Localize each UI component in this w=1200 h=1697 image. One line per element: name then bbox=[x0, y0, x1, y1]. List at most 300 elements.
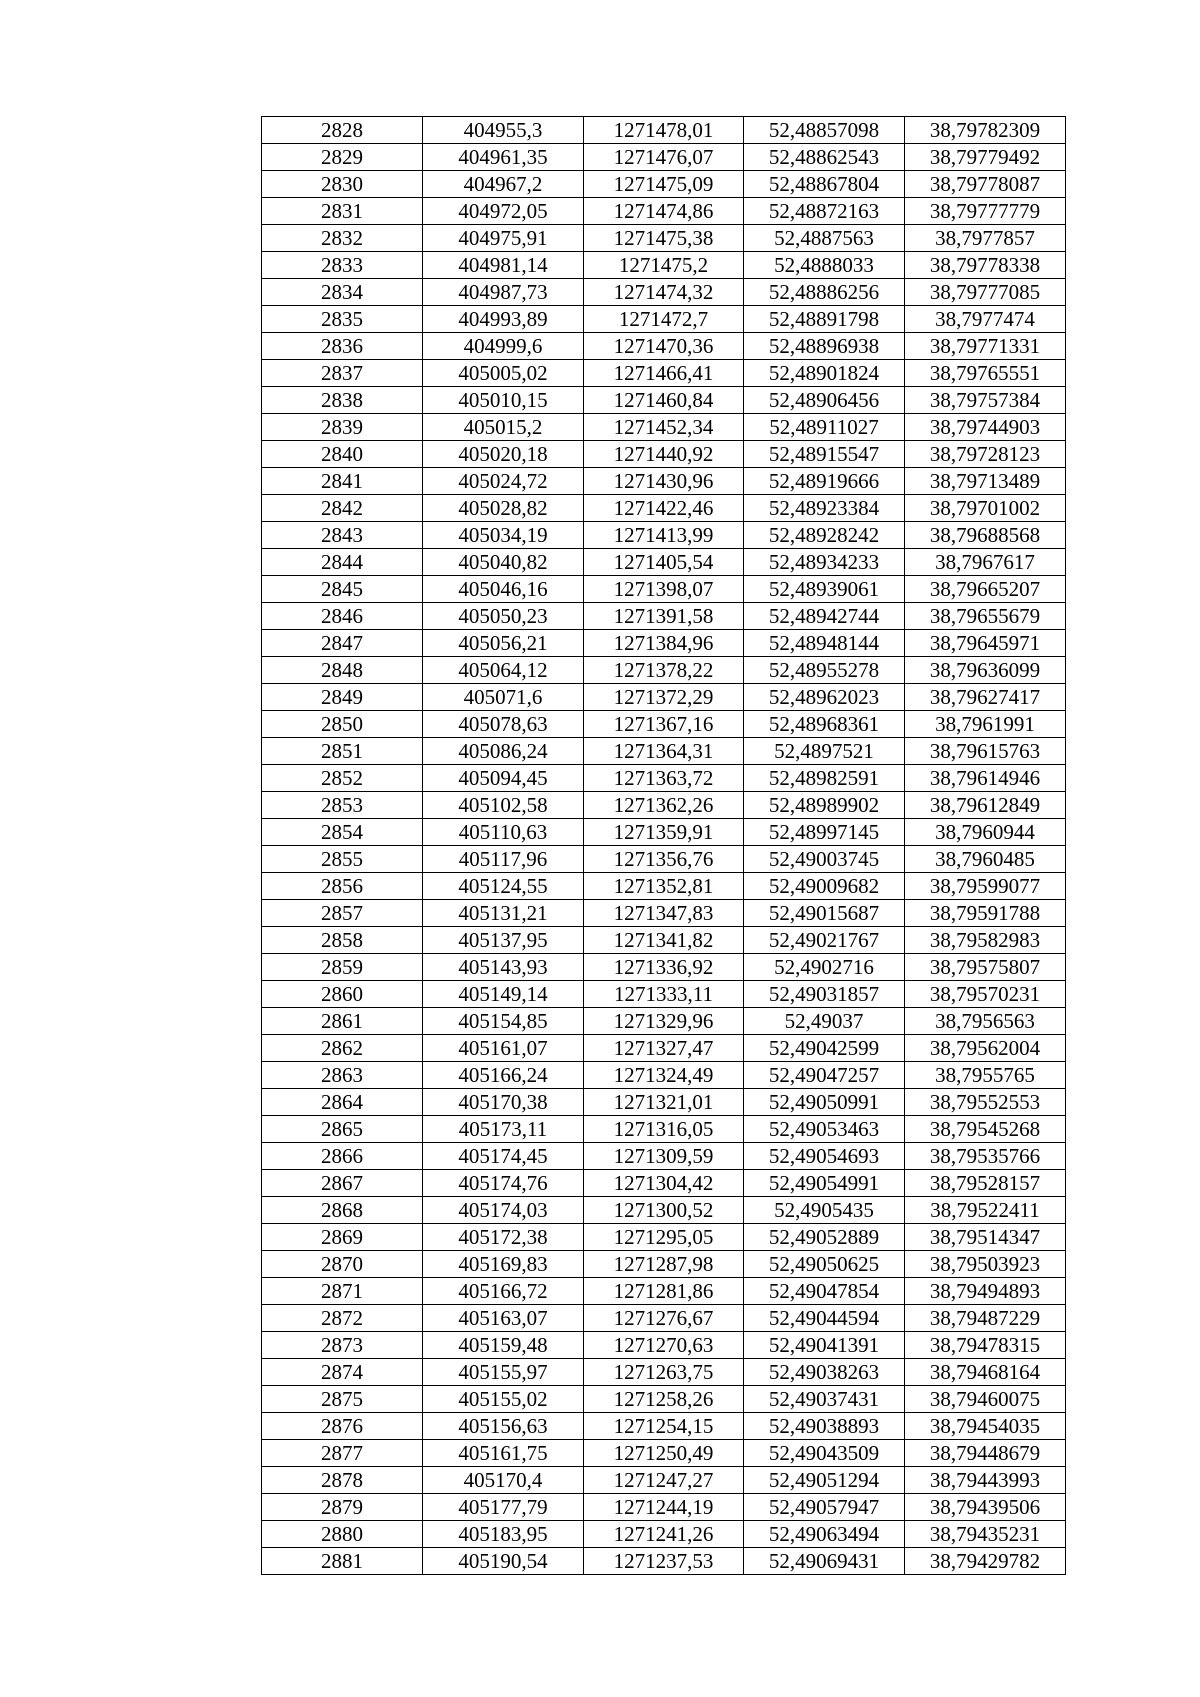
latitude-cell: 52,48997145 bbox=[744, 819, 905, 846]
table-row bbox=[262, 1224, 1066, 1251]
x-coordinate-cell: 405156,63 bbox=[423, 1413, 584, 1440]
longitude-cell: 38,79582983 bbox=[905, 927, 1066, 954]
y-coordinate-cell: 1271474,32 bbox=[584, 279, 744, 306]
table-row bbox=[262, 468, 1066, 495]
table-row bbox=[262, 981, 1066, 1008]
y-coordinate-cell: 1271372,29 bbox=[584, 684, 744, 711]
table-row bbox=[262, 603, 1066, 630]
longitude-cell: 38,79552553 bbox=[905, 1089, 1066, 1116]
longitude-cell: 38,7956563 bbox=[905, 1008, 1066, 1035]
latitude-cell: 52,48989902 bbox=[744, 792, 905, 819]
longitude-cell: 38,7960944 bbox=[905, 819, 1066, 846]
point-number-cell: 2854 bbox=[262, 819, 423, 846]
x-coordinate-cell: 405010,15 bbox=[423, 387, 584, 414]
longitude-cell: 38,79429782 bbox=[905, 1548, 1066, 1575]
point-number-cell: 2879 bbox=[262, 1494, 423, 1521]
x-coordinate-cell: 405110,63 bbox=[423, 819, 584, 846]
latitude-cell: 52,49069431 bbox=[744, 1548, 905, 1575]
longitude-cell: 38,79744903 bbox=[905, 414, 1066, 441]
latitude-cell: 52,48872163 bbox=[744, 198, 905, 225]
y-coordinate-cell: 1271316,05 bbox=[584, 1116, 744, 1143]
longitude-cell: 38,79636099 bbox=[905, 657, 1066, 684]
table-row bbox=[262, 657, 1066, 684]
x-coordinate-cell: 405020,18 bbox=[423, 441, 584, 468]
latitude-cell: 52,49050625 bbox=[744, 1251, 905, 1278]
x-coordinate-cell: 404955,3 bbox=[423, 117, 584, 144]
x-coordinate-cell: 404967,2 bbox=[423, 171, 584, 198]
latitude-cell: 52,48911027 bbox=[744, 414, 905, 441]
y-coordinate-cell: 1271237,53 bbox=[584, 1548, 744, 1575]
table-row bbox=[262, 1305, 1066, 1332]
latitude-cell: 52,48906456 bbox=[744, 387, 905, 414]
y-coordinate-cell: 1271378,22 bbox=[584, 657, 744, 684]
table-row bbox=[262, 684, 1066, 711]
x-coordinate-cell: 405170,38 bbox=[423, 1089, 584, 1116]
x-coordinate-cell: 405159,48 bbox=[423, 1332, 584, 1359]
longitude-cell: 38,79782309 bbox=[905, 117, 1066, 144]
latitude-cell: 52,49038893 bbox=[744, 1413, 905, 1440]
latitude-cell: 52,48857098 bbox=[744, 117, 905, 144]
x-coordinate-cell: 405064,12 bbox=[423, 657, 584, 684]
latitude-cell: 52,49044594 bbox=[744, 1305, 905, 1332]
table-row bbox=[262, 873, 1066, 900]
latitude-cell: 52,49054991 bbox=[744, 1170, 905, 1197]
x-coordinate-cell: 405174,45 bbox=[423, 1143, 584, 1170]
latitude-cell: 52,48891798 bbox=[744, 306, 905, 333]
longitude-cell: 38,79777085 bbox=[905, 279, 1066, 306]
point-number-cell: 2840 bbox=[262, 441, 423, 468]
y-coordinate-cell: 1271347,83 bbox=[584, 900, 744, 927]
y-coordinate-cell: 1271244,19 bbox=[584, 1494, 744, 1521]
point-number-cell: 2855 bbox=[262, 846, 423, 873]
y-coordinate-cell: 1271327,47 bbox=[584, 1035, 744, 1062]
y-coordinate-cell: 1271398,07 bbox=[584, 576, 744, 603]
latitude-cell: 52,4888033 bbox=[744, 252, 905, 279]
table-row bbox=[262, 1494, 1066, 1521]
table-row bbox=[262, 765, 1066, 792]
longitude-cell: 38,7961991 bbox=[905, 711, 1066, 738]
longitude-cell: 38,79778338 bbox=[905, 252, 1066, 279]
x-coordinate-cell: 404972,05 bbox=[423, 198, 584, 225]
x-coordinate-cell: 404975,91 bbox=[423, 225, 584, 252]
y-coordinate-cell: 1271309,59 bbox=[584, 1143, 744, 1170]
point-number-cell: 2849 bbox=[262, 684, 423, 711]
x-coordinate-cell: 405174,03 bbox=[423, 1197, 584, 1224]
latitude-cell: 52,49043509 bbox=[744, 1440, 905, 1467]
y-coordinate-cell: 1271413,99 bbox=[584, 522, 744, 549]
point-number-cell: 2876 bbox=[262, 1413, 423, 1440]
longitude-cell: 38,79713489 bbox=[905, 468, 1066, 495]
latitude-cell: 52,49051294 bbox=[744, 1467, 905, 1494]
y-coordinate-cell: 1271241,26 bbox=[584, 1521, 744, 1548]
x-coordinate-cell: 404993,89 bbox=[423, 306, 584, 333]
table-row bbox=[262, 1359, 1066, 1386]
point-number-cell: 2850 bbox=[262, 711, 423, 738]
y-coordinate-cell: 1271258,26 bbox=[584, 1386, 744, 1413]
point-number-cell: 2872 bbox=[262, 1305, 423, 1332]
x-coordinate-cell: 405131,21 bbox=[423, 900, 584, 927]
point-number-cell: 2836 bbox=[262, 333, 423, 360]
x-coordinate-cell: 405028,82 bbox=[423, 495, 584, 522]
x-coordinate-cell: 405056,21 bbox=[423, 630, 584, 657]
x-coordinate-cell: 404981,14 bbox=[423, 252, 584, 279]
table-row bbox=[262, 306, 1066, 333]
longitude-cell: 38,79627417 bbox=[905, 684, 1066, 711]
x-coordinate-cell: 405154,85 bbox=[423, 1008, 584, 1035]
y-coordinate-cell: 1271254,15 bbox=[584, 1413, 744, 1440]
longitude-cell: 38,79655679 bbox=[905, 603, 1066, 630]
point-number-cell: 2869 bbox=[262, 1224, 423, 1251]
table-row bbox=[262, 198, 1066, 225]
x-coordinate-cell: 405024,72 bbox=[423, 468, 584, 495]
table-row bbox=[262, 1332, 1066, 1359]
x-coordinate-cell: 405149,14 bbox=[423, 981, 584, 1008]
point-number-cell: 2877 bbox=[262, 1440, 423, 1467]
point-number-cell: 2845 bbox=[262, 576, 423, 603]
y-coordinate-cell: 1271324,49 bbox=[584, 1062, 744, 1089]
latitude-cell: 52,4902716 bbox=[744, 954, 905, 981]
table-row bbox=[262, 819, 1066, 846]
y-coordinate-cell: 1271466,41 bbox=[584, 360, 744, 387]
table-row bbox=[262, 1089, 1066, 1116]
y-coordinate-cell: 1271250,49 bbox=[584, 1440, 744, 1467]
table-row bbox=[262, 630, 1066, 657]
y-coordinate-cell: 1271476,07 bbox=[584, 144, 744, 171]
latitude-cell: 52,49054693 bbox=[744, 1143, 905, 1170]
point-number-cell: 2839 bbox=[262, 414, 423, 441]
table-row bbox=[262, 1008, 1066, 1035]
x-coordinate-cell: 405086,24 bbox=[423, 738, 584, 765]
latitude-cell: 52,49063494 bbox=[744, 1521, 905, 1548]
y-coordinate-cell: 1271475,09 bbox=[584, 171, 744, 198]
latitude-cell: 52,49042599 bbox=[744, 1035, 905, 1062]
point-number-cell: 2871 bbox=[262, 1278, 423, 1305]
x-coordinate-cell: 405094,45 bbox=[423, 765, 584, 792]
x-coordinate-cell: 405174,76 bbox=[423, 1170, 584, 1197]
latitude-cell: 52,48982591 bbox=[744, 765, 905, 792]
longitude-cell: 38,79439506 bbox=[905, 1494, 1066, 1521]
x-coordinate-cell: 405166,24 bbox=[423, 1062, 584, 1089]
point-number-cell: 2856 bbox=[262, 873, 423, 900]
latitude-cell: 52,49038263 bbox=[744, 1359, 905, 1386]
point-number-cell: 2857 bbox=[262, 900, 423, 927]
point-number-cell: 2843 bbox=[262, 522, 423, 549]
y-coordinate-cell: 1271304,42 bbox=[584, 1170, 744, 1197]
y-coordinate-cell: 1271321,01 bbox=[584, 1089, 744, 1116]
point-number-cell: 2866 bbox=[262, 1143, 423, 1170]
longitude-cell: 38,79701002 bbox=[905, 495, 1066, 522]
latitude-cell: 52,48942744 bbox=[744, 603, 905, 630]
y-coordinate-cell: 1271422,46 bbox=[584, 495, 744, 522]
longitude-cell: 38,79460075 bbox=[905, 1386, 1066, 1413]
latitude-cell: 52,49052889 bbox=[744, 1224, 905, 1251]
y-coordinate-cell: 1271359,91 bbox=[584, 819, 744, 846]
longitude-cell: 38,79777779 bbox=[905, 198, 1066, 225]
y-coordinate-cell: 1271363,72 bbox=[584, 765, 744, 792]
latitude-cell: 52,49037431 bbox=[744, 1386, 905, 1413]
point-number-cell: 2878 bbox=[262, 1467, 423, 1494]
y-coordinate-cell: 1271430,96 bbox=[584, 468, 744, 495]
point-number-cell: 2830 bbox=[262, 171, 423, 198]
x-coordinate-cell: 405034,19 bbox=[423, 522, 584, 549]
point-number-cell: 2831 bbox=[262, 198, 423, 225]
longitude-cell: 38,79778087 bbox=[905, 171, 1066, 198]
point-number-cell: 2873 bbox=[262, 1332, 423, 1359]
y-coordinate-cell: 1271460,84 bbox=[584, 387, 744, 414]
latitude-cell: 52,48962023 bbox=[744, 684, 905, 711]
longitude-cell: 38,79665207 bbox=[905, 576, 1066, 603]
table-row bbox=[262, 279, 1066, 306]
x-coordinate-cell: 405155,02 bbox=[423, 1386, 584, 1413]
point-number-cell: 2874 bbox=[262, 1359, 423, 1386]
longitude-cell: 38,79688568 bbox=[905, 522, 1066, 549]
point-number-cell: 2863 bbox=[262, 1062, 423, 1089]
latitude-cell: 52,49031857 bbox=[744, 981, 905, 1008]
y-coordinate-cell: 1271329,96 bbox=[584, 1008, 744, 1035]
longitude-cell: 38,79528157 bbox=[905, 1170, 1066, 1197]
latitude-cell: 52,49009682 bbox=[744, 873, 905, 900]
table-row bbox=[262, 927, 1066, 954]
point-number-cell: 2868 bbox=[262, 1197, 423, 1224]
point-number-cell: 2862 bbox=[262, 1035, 423, 1062]
point-number-cell: 2858 bbox=[262, 927, 423, 954]
point-number-cell: 2832 bbox=[262, 225, 423, 252]
table-row bbox=[262, 387, 1066, 414]
table-row bbox=[262, 441, 1066, 468]
x-coordinate-cell: 405040,82 bbox=[423, 549, 584, 576]
x-coordinate-cell: 405177,79 bbox=[423, 1494, 584, 1521]
table-row bbox=[262, 495, 1066, 522]
point-number-cell: 2853 bbox=[262, 792, 423, 819]
table-row bbox=[262, 1251, 1066, 1278]
longitude-cell: 38,79535766 bbox=[905, 1143, 1066, 1170]
y-coordinate-cell: 1271475,38 bbox=[584, 225, 744, 252]
x-coordinate-cell: 405046,16 bbox=[423, 576, 584, 603]
x-coordinate-cell: 404987,73 bbox=[423, 279, 584, 306]
table-row bbox=[262, 738, 1066, 765]
x-coordinate-cell: 405163,07 bbox=[423, 1305, 584, 1332]
table-row bbox=[262, 711, 1066, 738]
table-row bbox=[262, 1278, 1066, 1305]
longitude-cell: 38,79435231 bbox=[905, 1521, 1066, 1548]
y-coordinate-cell: 1271470,36 bbox=[584, 333, 744, 360]
y-coordinate-cell: 1271263,75 bbox=[584, 1359, 744, 1386]
table-row bbox=[262, 1467, 1066, 1494]
longitude-cell: 38,79468164 bbox=[905, 1359, 1066, 1386]
latitude-cell: 52,48896938 bbox=[744, 333, 905, 360]
y-coordinate-cell: 1271352,81 bbox=[584, 873, 744, 900]
table-row bbox=[262, 225, 1066, 252]
table-row bbox=[262, 333, 1066, 360]
latitude-cell: 52,49041391 bbox=[744, 1332, 905, 1359]
point-number-cell: 2829 bbox=[262, 144, 423, 171]
latitude-cell: 52,49047257 bbox=[744, 1062, 905, 1089]
table-row bbox=[262, 576, 1066, 603]
y-coordinate-cell: 1271362,26 bbox=[584, 792, 744, 819]
x-coordinate-cell: 405183,95 bbox=[423, 1521, 584, 1548]
x-coordinate-cell: 405124,55 bbox=[423, 873, 584, 900]
longitude-cell: 38,79562004 bbox=[905, 1035, 1066, 1062]
point-number-cell: 2838 bbox=[262, 387, 423, 414]
longitude-cell: 38,79478315 bbox=[905, 1332, 1066, 1359]
x-coordinate-cell: 405155,97 bbox=[423, 1359, 584, 1386]
latitude-cell: 52,49053463 bbox=[744, 1116, 905, 1143]
y-coordinate-cell: 1271384,96 bbox=[584, 630, 744, 657]
latitude-cell: 52,48939061 bbox=[744, 576, 905, 603]
longitude-cell: 38,79615763 bbox=[905, 738, 1066, 765]
table-row bbox=[262, 1035, 1066, 1062]
y-coordinate-cell: 1271336,92 bbox=[584, 954, 744, 981]
latitude-cell: 52,48919666 bbox=[744, 468, 905, 495]
table-row bbox=[262, 1197, 1066, 1224]
point-number-cell: 2837 bbox=[262, 360, 423, 387]
x-coordinate-cell: 405143,93 bbox=[423, 954, 584, 981]
x-coordinate-cell: 405117,96 bbox=[423, 846, 584, 873]
x-coordinate-cell: 405050,23 bbox=[423, 603, 584, 630]
coordinates-table-body bbox=[262, 117, 1066, 1575]
x-coordinate-cell: 405166,72 bbox=[423, 1278, 584, 1305]
point-number-cell: 2841 bbox=[262, 468, 423, 495]
point-number-cell: 2865 bbox=[262, 1116, 423, 1143]
y-coordinate-cell: 1271440,92 bbox=[584, 441, 744, 468]
table-row bbox=[262, 1548, 1066, 1575]
table-row bbox=[262, 846, 1066, 873]
y-coordinate-cell: 1271391,58 bbox=[584, 603, 744, 630]
table-row bbox=[262, 171, 1066, 198]
table-row bbox=[262, 117, 1066, 144]
latitude-cell: 52,49037 bbox=[744, 1008, 905, 1035]
y-coordinate-cell: 1271405,54 bbox=[584, 549, 744, 576]
point-number-cell: 2844 bbox=[262, 549, 423, 576]
table-row bbox=[262, 144, 1066, 171]
point-number-cell: 2842 bbox=[262, 495, 423, 522]
table-row bbox=[262, 1386, 1066, 1413]
x-coordinate-cell: 405173,11 bbox=[423, 1116, 584, 1143]
point-number-cell: 2828 bbox=[262, 117, 423, 144]
latitude-cell: 52,49003745 bbox=[744, 846, 905, 873]
table-row bbox=[262, 252, 1066, 279]
y-coordinate-cell: 1271452,34 bbox=[584, 414, 744, 441]
longitude-cell: 38,79494893 bbox=[905, 1278, 1066, 1305]
point-number-cell: 2875 bbox=[262, 1386, 423, 1413]
longitude-cell: 38,7977857 bbox=[905, 225, 1066, 252]
point-number-cell: 2867 bbox=[262, 1170, 423, 1197]
latitude-cell: 52,48955278 bbox=[744, 657, 905, 684]
x-coordinate-cell: 404999,6 bbox=[423, 333, 584, 360]
point-number-cell: 2847 bbox=[262, 630, 423, 657]
longitude-cell: 38,79757384 bbox=[905, 387, 1066, 414]
y-coordinate-cell: 1271475,2 bbox=[584, 252, 744, 279]
point-number-cell: 2834 bbox=[262, 279, 423, 306]
x-coordinate-cell: 405170,4 bbox=[423, 1467, 584, 1494]
y-coordinate-cell: 1271270,63 bbox=[584, 1332, 744, 1359]
x-coordinate-cell: 405102,58 bbox=[423, 792, 584, 819]
latitude-cell: 52,49021767 bbox=[744, 927, 905, 954]
longitude-cell: 38,79454035 bbox=[905, 1413, 1066, 1440]
latitude-cell: 52,49047854 bbox=[744, 1278, 905, 1305]
x-coordinate-cell: 405071,6 bbox=[423, 684, 584, 711]
point-number-cell: 2835 bbox=[262, 306, 423, 333]
longitude-cell: 38,79514347 bbox=[905, 1224, 1066, 1251]
point-number-cell: 2860 bbox=[262, 981, 423, 1008]
latitude-cell: 52,4887563 bbox=[744, 225, 905, 252]
longitude-cell: 38,79575807 bbox=[905, 954, 1066, 981]
table-row bbox=[262, 1062, 1066, 1089]
longitude-cell: 38,79443993 bbox=[905, 1467, 1066, 1494]
latitude-cell: 52,48915547 bbox=[744, 441, 905, 468]
y-coordinate-cell: 1271341,82 bbox=[584, 927, 744, 954]
y-coordinate-cell: 1271333,11 bbox=[584, 981, 744, 1008]
table-row bbox=[262, 1170, 1066, 1197]
longitude-cell: 38,79570231 bbox=[905, 981, 1066, 1008]
x-coordinate-cell: 405137,95 bbox=[423, 927, 584, 954]
longitude-cell: 38,79545268 bbox=[905, 1116, 1066, 1143]
latitude-cell: 52,49015687 bbox=[744, 900, 905, 927]
point-number-cell: 2880 bbox=[262, 1521, 423, 1548]
longitude-cell: 38,79645971 bbox=[905, 630, 1066, 657]
x-coordinate-cell: 405015,2 bbox=[423, 414, 584, 441]
longitude-cell: 38,79448679 bbox=[905, 1440, 1066, 1467]
table-row bbox=[262, 360, 1066, 387]
latitude-cell: 52,4905435 bbox=[744, 1197, 905, 1224]
latitude-cell: 52,49050991 bbox=[744, 1089, 905, 1116]
point-number-cell: 2851 bbox=[262, 738, 423, 765]
longitude-cell: 38,79522411 bbox=[905, 1197, 1066, 1224]
y-coordinate-cell: 1271281,86 bbox=[584, 1278, 744, 1305]
table-row bbox=[262, 522, 1066, 549]
point-number-cell: 2870 bbox=[262, 1251, 423, 1278]
table-row bbox=[262, 792, 1066, 819]
longitude-cell: 38,7960485 bbox=[905, 846, 1066, 873]
y-coordinate-cell: 1271367,16 bbox=[584, 711, 744, 738]
y-coordinate-cell: 1271474,86 bbox=[584, 198, 744, 225]
latitude-cell: 52,48934233 bbox=[744, 549, 905, 576]
point-number-cell: 2852 bbox=[262, 765, 423, 792]
point-number-cell: 2833 bbox=[262, 252, 423, 279]
x-coordinate-cell: 405172,38 bbox=[423, 1224, 584, 1251]
latitude-cell: 52,48862543 bbox=[744, 144, 905, 171]
y-coordinate-cell: 1271276,67 bbox=[584, 1305, 744, 1332]
y-coordinate-cell: 1271364,31 bbox=[584, 738, 744, 765]
latitude-cell: 52,49057947 bbox=[744, 1494, 905, 1521]
x-coordinate-cell: 405190,54 bbox=[423, 1548, 584, 1575]
y-coordinate-cell: 1271287,98 bbox=[584, 1251, 744, 1278]
longitude-cell: 38,79612849 bbox=[905, 792, 1066, 819]
point-number-cell: 2848 bbox=[262, 657, 423, 684]
y-coordinate-cell: 1271478,01 bbox=[584, 117, 744, 144]
x-coordinate-cell: 405161,07 bbox=[423, 1035, 584, 1062]
longitude-cell: 38,79487229 bbox=[905, 1305, 1066, 1332]
x-coordinate-cell: 405169,83 bbox=[423, 1251, 584, 1278]
longitude-cell: 38,79765551 bbox=[905, 360, 1066, 387]
table-row bbox=[262, 1143, 1066, 1170]
longitude-cell: 38,79771331 bbox=[905, 333, 1066, 360]
longitude-cell: 38,7977474 bbox=[905, 306, 1066, 333]
y-coordinate-cell: 1271356,76 bbox=[584, 846, 744, 873]
table-row bbox=[262, 1440, 1066, 1467]
latitude-cell: 52,48923384 bbox=[744, 495, 905, 522]
longitude-cell: 38,79503923 bbox=[905, 1251, 1066, 1278]
point-number-cell: 2846 bbox=[262, 603, 423, 630]
longitude-cell: 38,79591788 bbox=[905, 900, 1066, 927]
longitude-cell: 38,79599077 bbox=[905, 873, 1066, 900]
latitude-cell: 52,48886256 bbox=[744, 279, 905, 306]
y-coordinate-cell: 1271472,7 bbox=[584, 306, 744, 333]
latitude-cell: 52,48901824 bbox=[744, 360, 905, 387]
point-number-cell: 2861 bbox=[262, 1008, 423, 1035]
latitude-cell: 52,48968361 bbox=[744, 711, 905, 738]
latitude-cell: 52,48948144 bbox=[744, 630, 905, 657]
